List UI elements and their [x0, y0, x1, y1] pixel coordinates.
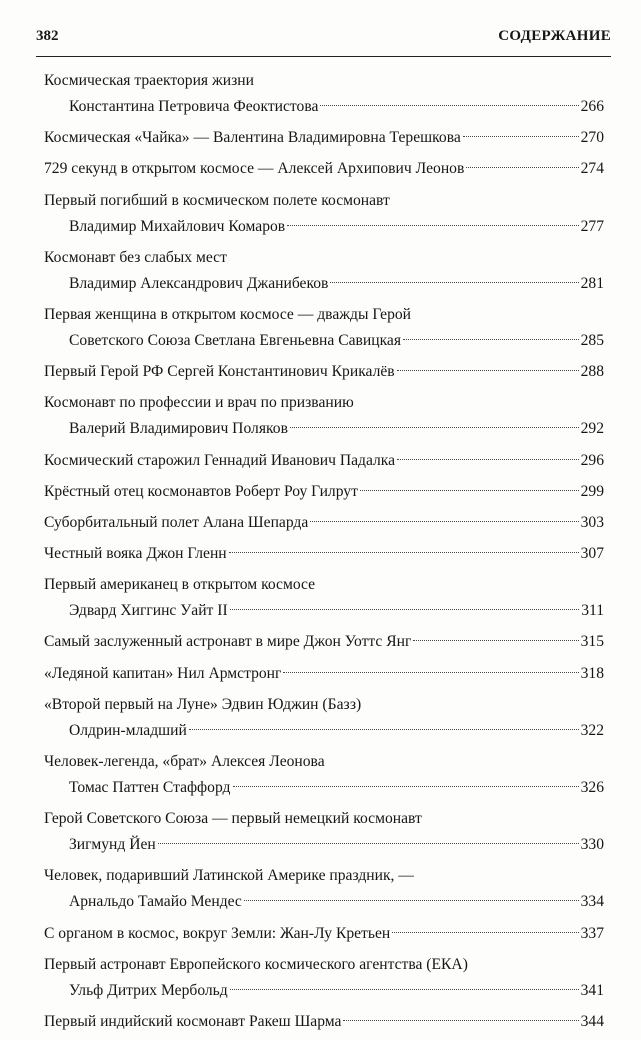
toc-page-number: 334	[580, 893, 604, 911]
toc-entry-title: Самый заслуженный астронавт в мире Джон Уоттс Янг	[44, 633, 412, 651]
dot-leader	[290, 427, 579, 428]
toc-page-number: 296	[580, 451, 604, 469]
dot-leader	[158, 843, 579, 844]
toc-entry-line	[44, 572, 604, 598]
toc-entry-title: Герой Советского Союза — первый немецкий космонавт	[44, 810, 422, 828]
toc-page-number: 266	[580, 98, 604, 115]
toc-entry-title: Человек, подаривший Латинской Америке праздник, —	[44, 867, 414, 885]
dot-leader	[343, 1020, 578, 1021]
running-header	[36, 26, 611, 57]
toc-entry-title: Первый индийский космонавт Ракеш Шарма	[44, 1012, 342, 1030]
toc-entry-title: Олдрин-младший	[69, 721, 187, 739]
toc-entry-title: Человек-легенда, «брат» Алексея Леонова	[44, 753, 325, 770]
toc-entry-line	[44, 156, 604, 182]
toc-page-number: 288	[580, 363, 604, 381]
toc-entry-title: Зигмунд Йен	[69, 836, 156, 854]
toc-page-number: 341	[580, 981, 604, 999]
toc-entry	[44, 863, 604, 915]
toc-entry	[44, 448, 604, 474]
toc-entry	[44, 479, 604, 505]
dot-leader	[330, 282, 578, 283]
toc-entry	[44, 806, 604, 858]
toc-entry-title: Суборбитальный полет Алана Шепарда	[44, 513, 309, 531]
toc-entry-continuation	[44, 832, 604, 858]
page-number: 382	[36, 28, 59, 44]
toc-entry-continuation	[44, 94, 604, 120]
toc-entry-line	[44, 302, 604, 328]
toc-entry-title: Космическая «Чайка» — Валентина Владимировна Терешкова	[44, 129, 461, 147]
toc-entry	[44, 156, 604, 182]
toc-entry-line	[44, 661, 604, 687]
toc-entry-line	[44, 245, 604, 271]
toc-page-number: 311	[581, 602, 604, 620]
toc-page-number: 322	[580, 721, 604, 739]
toc-page-number: 277	[580, 217, 604, 235]
toc-entry-line	[44, 1009, 604, 1035]
toc-entry-line	[44, 359, 604, 385]
toc-entry-line	[44, 629, 604, 655]
dot-leader	[233, 786, 579, 787]
toc-entry-title: Космический старожил Геннадий Иванович Падалка	[44, 451, 396, 469]
toc-entry-continuation	[44, 328, 604, 354]
toc-page-number: 303	[580, 513, 604, 531]
toc-entry-line	[44, 806, 604, 832]
toc-entry	[44, 572, 604, 624]
toc-entry	[44, 541, 604, 567]
toc-page-number: 299	[580, 482, 604, 500]
toc-entry	[44, 692, 604, 744]
toc-entry-line	[44, 479, 604, 505]
toc-entry-line	[44, 68, 604, 94]
toc-entry	[44, 302, 604, 354]
dot-leader	[310, 521, 578, 522]
dot-leader	[287, 225, 578, 226]
toc-entry	[44, 125, 604, 151]
toc-page-number: 330	[580, 836, 604, 854]
dot-leader	[230, 989, 579, 990]
dot-leader	[230, 609, 580, 610]
toc-entry-title: Первый астронавт Европейского космического агентства (ЕКА)	[44, 955, 468, 973]
toc-entry-title: Космонавт по профессии и врач по призванию	[44, 394, 354, 412]
toc-entry-continuation	[44, 214, 604, 240]
toc-entry-title: Арнальдо Тамайо Мендес	[69, 893, 242, 911]
toc-entry-continuation	[44, 416, 604, 442]
toc-entry	[44, 68, 604, 120]
toc-entry-title: 729 секунд в открытом космосе — Алексей Архипович Леонов	[44, 160, 465, 178]
toc-page-number: 315	[580, 633, 604, 651]
dot-leader	[463, 136, 579, 137]
toc-entry-title: Первый погибший в космическом полете космонавт	[44, 191, 390, 209]
toc-entry-line	[44, 952, 604, 978]
toc-entry-title: «Второй первый на Луне» Эдвин Юджин (Базз)	[44, 695, 362, 713]
toc-page-number: 326	[580, 779, 604, 796]
toc-entry-continuation	[44, 271, 604, 297]
dot-leader	[360, 490, 579, 491]
toc-entry	[44, 629, 604, 655]
toc-entry-line	[44, 749, 604, 775]
toc-entry-line	[44, 921, 604, 947]
toc-entry-title: Крёстный отец космонавтов Роберт Роу Гилрут	[44, 482, 358, 500]
dot-leader	[413, 640, 578, 641]
toc-entry-title: Эдвард Хиггинс Уайт II	[69, 602, 228, 620]
toc-entry	[44, 390, 604, 442]
toc-entry-line	[44, 448, 604, 474]
toc-entry-title: Первый американец в открытом космосе	[44, 576, 316, 594]
dot-leader	[397, 459, 579, 460]
toc-entry-title: Честный вояка Джон Гленн	[44, 545, 227, 563]
toc-entry-line	[44, 125, 604, 151]
toc-entry-title: Томас Паттен Стаффорд	[69, 779, 231, 796]
toc-entry-line	[44, 390, 604, 416]
toc-entry-title: «Ледяной капитан» Нил Армстронг	[44, 664, 282, 682]
toc-page-number: 281	[580, 274, 604, 292]
toc-entry	[44, 188, 604, 240]
dot-leader	[189, 729, 579, 730]
toc-entry-title: Первый Герой РФ Сергей Константинович Крикалёв	[44, 363, 395, 381]
toc-entry	[44, 245, 604, 297]
toc-page-number: 270	[580, 129, 604, 147]
toc-page-number: 285	[580, 331, 604, 349]
toc-entry-title: Первая женщина в открытом космосе — дважды Герой	[44, 305, 412, 323]
toc-page-number: 344	[580, 1012, 604, 1030]
toc-entry-title: Космонавт без слабых мест	[44, 248, 227, 266]
toc-entry-line	[44, 692, 604, 718]
dot-leader	[466, 167, 578, 168]
dot-leader	[392, 932, 578, 933]
dot-leader	[283, 672, 578, 673]
toc-entry-title: Константина Петровича Феоктистова	[69, 98, 319, 115]
toc-page-number: 274	[580, 160, 604, 178]
toc-entry	[44, 921, 604, 947]
table-of-contents	[44, 68, 604, 1040]
dot-leader	[244, 900, 579, 901]
toc-entry-title: С органом в космос, вокруг Земли: Жан-Лу Кретьен	[44, 924, 391, 942]
toc-entry-title: Ульф Дитрих Мербольд	[69, 981, 228, 999]
toc-entry	[44, 1009, 604, 1035]
toc-entry-title: Владимир Александрович Джанибеков	[69, 274, 329, 292]
toc-entry	[44, 510, 604, 536]
toc-entry-line	[44, 188, 604, 214]
toc-entry-title: Валерий Владимирович Поляков	[69, 420, 288, 438]
toc-entry-title: Советского Союза Светлана Евгеньевна Савицкая	[69, 331, 402, 349]
toc-page-number: 318	[580, 664, 604, 682]
toc-page-number: 292	[580, 420, 604, 438]
dot-leader	[397, 370, 579, 371]
toc-entry-continuation	[44, 718, 604, 744]
toc-entry-line	[44, 510, 604, 536]
toc-entry	[44, 359, 604, 385]
section-title: СОДЕРЖАНИЕ	[498, 28, 611, 44]
toc-entry-continuation	[44, 775, 604, 801]
toc-page-number: 337	[580, 924, 604, 942]
dot-leader	[229, 552, 579, 553]
dot-leader	[403, 339, 579, 340]
toc-entry	[44, 749, 604, 801]
dot-leader	[320, 105, 578, 106]
toc-entry-continuation	[44, 598, 604, 624]
toc-entry	[44, 952, 604, 1004]
toc-entry-title: Владимир Михайлович Комаров	[69, 217, 286, 235]
toc-entry-line	[44, 863, 604, 889]
toc-entry-continuation	[44, 889, 604, 915]
toc-entry-line	[44, 541, 604, 567]
toc-entry-title: Космическая траектория жизни	[44, 72, 254, 89]
toc-page-number: 307	[580, 545, 604, 563]
toc-entry	[44, 661, 604, 687]
